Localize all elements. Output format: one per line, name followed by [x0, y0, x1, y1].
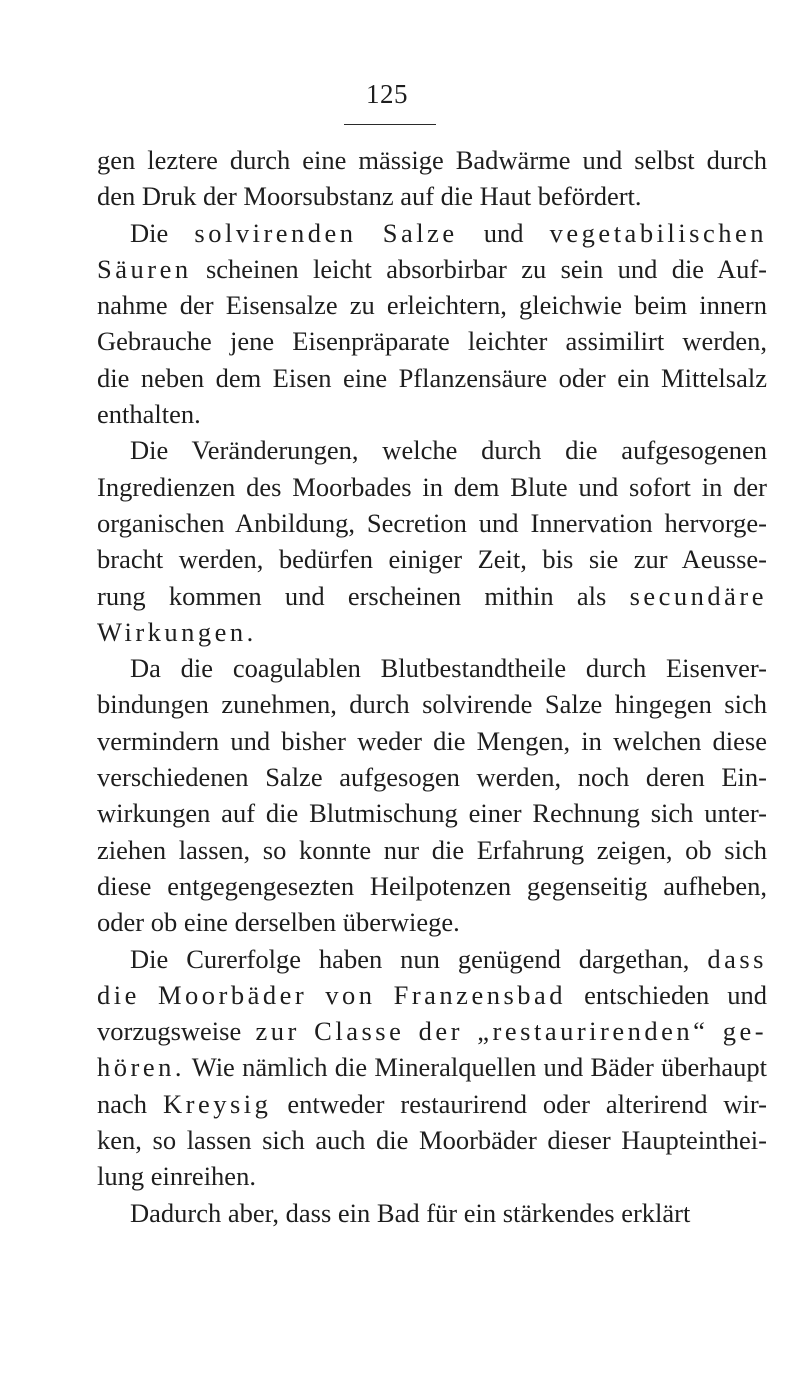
text-run: diese entgegengesezten Heilpotenzen gegenseitig aufheben, — [97, 870, 767, 901]
text-run: oder ob eine derselben überwiege. — [97, 907, 460, 938]
text-run: nach — [97, 1088, 163, 1119]
text-run: lung einreihen. — [97, 1161, 256, 1192]
page-number: 125 — [366, 79, 408, 109]
text-run — [708, 1016, 722, 1046]
spaced-emphasis: zur — [255, 1016, 300, 1047]
text-line — [97, 941, 767, 977]
text-line — [97, 215, 767, 251]
text-run: rung kommen und erscheinen mithin als — [97, 580, 630, 611]
text-line — [97, 541, 767, 577]
text-run: entweder restaurirend oder alterirend wir- — [271, 1088, 768, 1119]
text-run: entschieden und — [566, 979, 768, 1010]
text-line — [97, 323, 767, 359]
text-run: den Druk der Moorsubstanz auf die Haut befördert. — [97, 181, 642, 212]
text-line — [97, 287, 767, 323]
spaced-emphasis: Franzensbad — [393, 979, 567, 1010]
text-run — [140, 980, 158, 1010]
spaced-emphasis: ge- — [722, 1016, 768, 1047]
text-run — [307, 980, 325, 1010]
spaced-emphasis: Kreysig — [162, 1088, 272, 1119]
text-run: die neben dem Eisen eine Pflanzensäure oder ein Mittelsalz — [97, 362, 767, 393]
text-run: gen leztere durch eine mässige Badwärme und selbst durch — [97, 145, 767, 175]
text-line — [97, 795, 767, 831]
spaced-emphasis: der — [418, 1016, 463, 1047]
spaced-emphasis: Classe — [314, 1016, 405, 1047]
text-run — [404, 1016, 418, 1046]
text-line — [97, 977, 767, 1013]
text-line — [97, 868, 767, 904]
text-line — [97, 1195, 767, 1231]
spaced-emphasis: solvirenden — [194, 217, 357, 248]
text-run: enthalten. — [97, 399, 201, 430]
spaced-emphasis: Salze — [382, 217, 458, 248]
text-run — [357, 218, 383, 248]
text-run: Gebrauche jene Eisenpräparate leichter assimilirt werden, — [97, 326, 767, 357]
text-run — [300, 1016, 314, 1046]
text-line — [97, 686, 767, 722]
text-run: Die — [130, 217, 195, 248]
text-run: bindungen zunehmen, durch solvirende Salze hingegen sich — [97, 689, 767, 720]
text-line — [97, 1049, 767, 1085]
text-run: Wie nämlich die Mineralquellen und Bäder überhaupt — [184, 1052, 767, 1083]
text-run: vermindern und bisher weder die Mengen, in welchen diese — [97, 725, 767, 756]
text-line — [97, 759, 767, 795]
text-line — [97, 396, 767, 432]
text-line — [97, 832, 767, 868]
text-run: Da die coagulablen Blutbestandtheile durch Eisenver- — [130, 653, 767, 684]
page-number-rule — [344, 124, 436, 125]
text-run: Ingredienzen des Moorbades in dem Blute und sofort in der — [97, 471, 767, 502]
spaced-emphasis: Wirkungen. — [97, 616, 257, 647]
text-run: vorzugsweise — [97, 1016, 256, 1047]
text-line — [97, 650, 767, 686]
text-line — [97, 1086, 767, 1122]
text-run: ziehen lassen, so konnte nur die Erfahrung zeigen, ob sich — [97, 834, 767, 865]
text-line — [97, 723, 767, 759]
body-text — [97, 142, 767, 1231]
text-line — [97, 1122, 767, 1158]
text-line — [97, 360, 767, 396]
text-line — [97, 904, 767, 940]
text-run: bracht werden, bedürfen einiger Zeit, bis sie zur Aeusse- — [97, 544, 767, 575]
text-run: wirkungen auf die Blutmischung einer Rechnung sich unter- — [97, 798, 767, 829]
text-run: scheinen leicht absorbirbar zu sein und die Auf- — [191, 253, 767, 284]
text-line — [97, 614, 767, 650]
text-run — [463, 1016, 477, 1046]
text-run: Die Curerfolge haben nun genügend dargethan, — [130, 943, 708, 974]
spaced-emphasis: Moorbäder — [157, 979, 308, 1010]
spaced-emphasis: secundäre — [629, 580, 767, 611]
spaced-emphasis: Säuren — [97, 253, 192, 284]
text-line — [97, 1158, 767, 1194]
text-line — [97, 178, 767, 214]
spaced-emphasis: von — [325, 979, 376, 1010]
spaced-emphasis: dass — [707, 943, 767, 974]
text-run: Dadurch aber, dass ein Bad für ein stärkendes erklärt — [130, 1197, 691, 1228]
text-run: verschiedenen Salze aufgesogen werden, noch deren Ein- — [97, 762, 767, 793]
text-line — [97, 432, 767, 468]
text-line — [97, 251, 767, 287]
text-line — [97, 142, 767, 178]
spaced-emphasis: die — [97, 979, 140, 1010]
spaced-emphasis: vegetabilischen — [549, 217, 767, 248]
text-line — [97, 469, 767, 505]
text-line — [97, 578, 767, 614]
text-run: nahme der Eisensalze zu erleichtern, gleichwie beim innern — [97, 290, 767, 321]
text-run — [376, 980, 394, 1010]
text-run: und — [457, 217, 550, 248]
text-run: organischen Anbildung, Secretion und Innervation hervorge- — [97, 507, 767, 538]
text-run: Die Veränderungen, welche durch die aufgesogenen — [130, 435, 767, 466]
text-line — [97, 1013, 767, 1049]
text-run: ken, so lassen sich auch die Moorbäder dieser Haupteinthei- — [97, 1125, 767, 1156]
spaced-emphasis: „restaurirenden“ — [477, 1016, 709, 1047]
text-line — [97, 505, 767, 541]
spaced-emphasis: hören. — [97, 1052, 185, 1083]
